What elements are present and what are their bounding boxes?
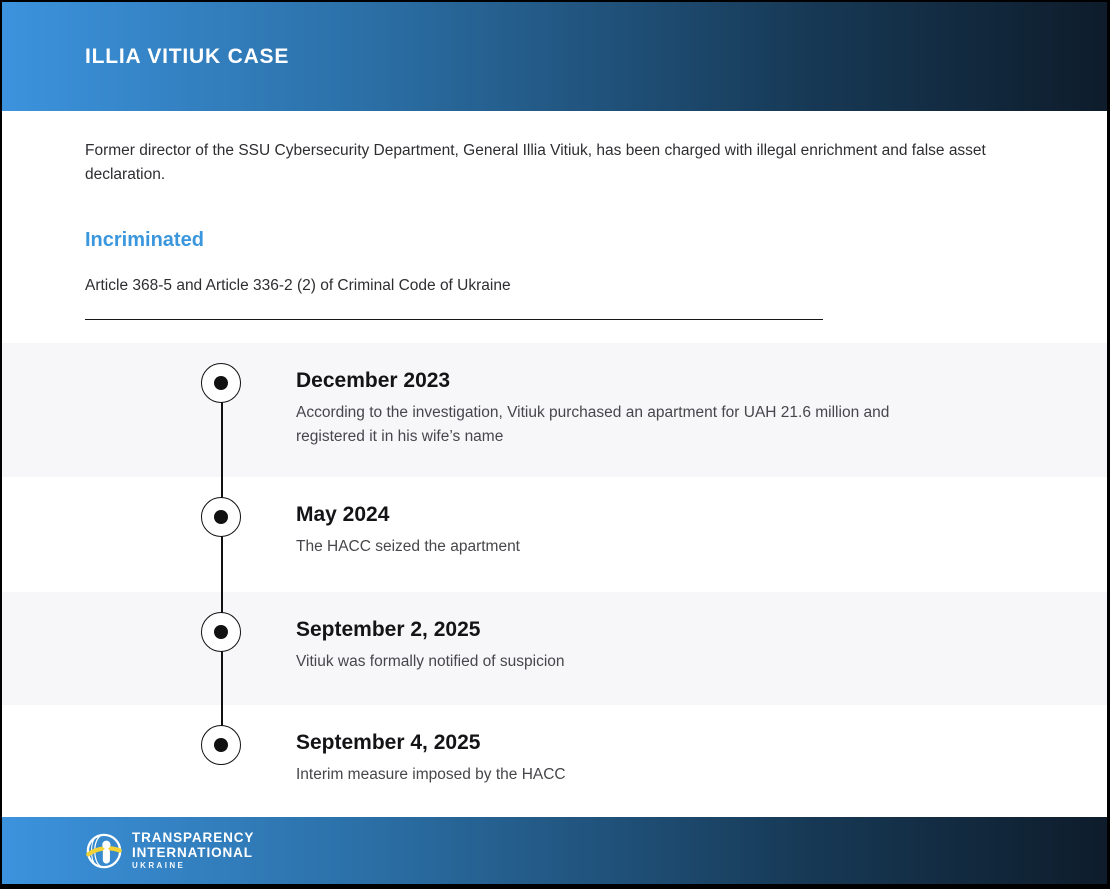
timeline-event-date: September 4, 2025: [296, 731, 481, 754]
timeline-dot-icon: [214, 625, 228, 639]
section-divider: [85, 319, 823, 320]
timeline-event-description: Vitiuk was formally notified of suspicion: [296, 653, 565, 670]
timeline-event-date: December 2023: [296, 369, 451, 392]
timeline-event-date: September 2, 2025: [296, 618, 481, 641]
page-title: ILLIA VITIUK CASE: [85, 44, 290, 68]
case-summary-section: [2, 111, 1107, 343]
case-summary-text: Former director of the SSU Cybersecurity Department, General Illia Vitiuk, has been charged with illegal enrichment and false asset declaration.: [85, 142, 986, 183]
timeline-marker-icon: [201, 497, 241, 537]
timeline-marker-icon: [201, 363, 241, 403]
logo-line-transparency: TRANSPARENCY: [132, 830, 255, 845]
timeline: [2, 343, 1107, 817]
timeline-event: [2, 705, 1107, 817]
timeline-marker-icon: [201, 612, 241, 652]
timeline-dot-icon: [214, 376, 228, 390]
logo-wordmark: [132, 830, 254, 871]
timeline-event: [2, 592, 1107, 705]
timeline-event: [2, 477, 1107, 592]
timeline-event-date: May 2024: [296, 503, 390, 526]
timeline-event: [2, 343, 1107, 477]
logo-line-international: INTERNATIONAL: [132, 845, 253, 860]
timeline-marker-icon: [201, 725, 241, 765]
timeline-dot-icon: [214, 510, 228, 524]
timeline-connector-line: [221, 382, 223, 745]
timeline-event-description: Interim measure imposed by the HACC: [296, 766, 566, 783]
globe-figure-icon: [85, 832, 123, 870]
incriminated-heading: Incriminated: [85, 229, 204, 251]
timeline-event-description: The HACC seized the apartment: [296, 538, 520, 555]
logo-line-ukraine: UKRAINE: [132, 861, 186, 870]
timeline-dot-icon: [214, 738, 228, 752]
incriminated-articles: Article 368-5 and Article 336-2 (2) of Criminal Code of Ukraine: [85, 277, 511, 294]
header-banner: [2, 2, 1107, 111]
transparency-international-logo: [85, 830, 254, 871]
timeline-event-description: According to the investigation, Vitiuk purchased an apartment for UAH 21.6 million and registered it in his wife’s name: [296, 404, 890, 445]
footer-banner: [2, 817, 1107, 884]
